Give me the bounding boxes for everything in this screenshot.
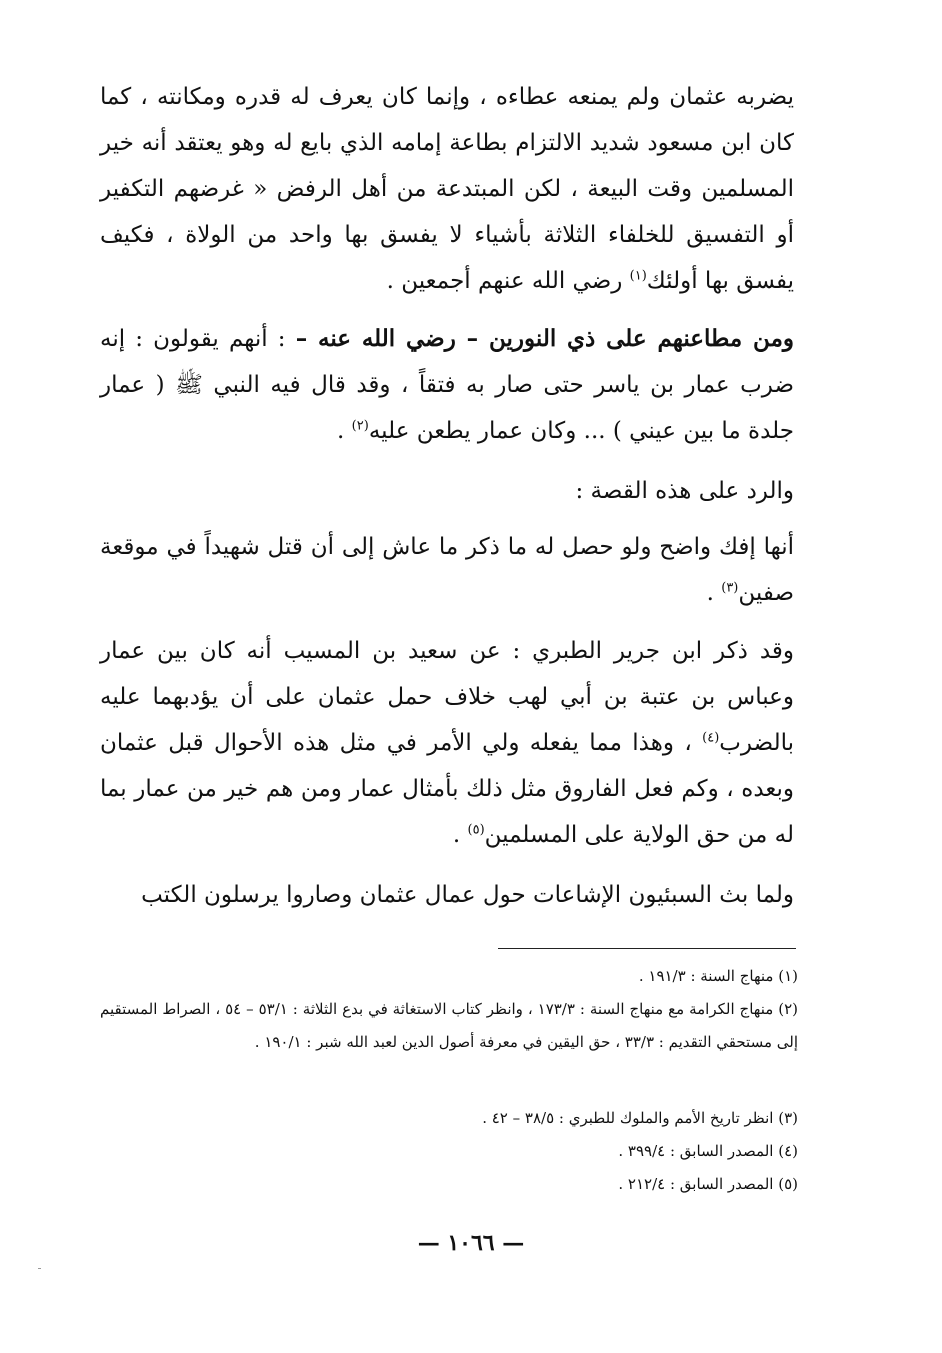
paragraph-6-text: ولما بث السبئيون الإشاعات حول عمال عثمان وصاروا يرسلون الكتب	[141, 882, 794, 908]
scan-speck	[38, 1268, 41, 1269]
paragraph-3-text: والرد على هذه القصة :	[575, 478, 794, 504]
footnote-divider	[498, 948, 796, 949]
footnote-1: (١) منهاج السنة : ١٩١/٣ .	[638, 967, 798, 985]
paragraph-5-end: .	[452, 822, 468, 848]
footnote-ref-3[interactable]: (٣)	[721, 580, 739, 596]
paragraph-4	[100, 524, 794, 616]
footnote-ref-1[interactable]: (١)	[629, 268, 647, 284]
paragraph-5-text-b: ، وهذا مما يفعله ولي الأمر في مثل هذه الأحوال قبل عثمان وبعده ، وكم فعل الفاروق مثل ذلك بأمثال عمار ومن هم خير من عمار بما له من حق الولاية على المسلمين	[100, 730, 794, 848]
footnote-ref-2[interactable]: (٢)	[351, 418, 369, 434]
paragraph-1-text: يضربه عثمان ولم يمنعه عطاءه ، وإنما كان يعرف له قدره ومكانته ، كما كان ابن مسعود شديد الالتزام بطاعة إمامه الذي بايع له وهو يعتقد أنه خير المسلمين وقت البيعة ، لكن المبتدعة من أهل الرفض « غرضهم التكفير أو التفسيق للخلفاء الثلاثة بأشياء لا يفسق بها واحد من الولاة ، فكيف يفسق بها أولئك	[100, 84, 794, 294]
paragraph-2-text: : أنهم يقولون : إنه ضرب عمار بن ياسر حتى صار به فتقاً ، وقد قال فيه النبي ﷺ ( عمار جلدة ما بين عيني ) ... وكان عمار يطعن عليه	[100, 326, 794, 444]
page-number: — ١٠٦٦ —	[417, 1230, 525, 1256]
paragraph-4-text: أنها إفك واضح ولو حصل له ما ذكر ما عاش إلى أن قتل شهيداً في موقعة صفين	[100, 534, 794, 606]
footnote-ref-5[interactable]: (٥)	[467, 822, 485, 838]
paragraph-6	[100, 872, 794, 918]
paragraph-2-heading: ومن مطاعنهم على ذي النورين – رضي الله عنه –	[295, 325, 794, 352]
footnote-ref-4[interactable]: (٤)	[702, 730, 720, 746]
footnote-4: (٤) المصدر السابق : ٣٩٩/٤ .	[618, 1142, 798, 1160]
paragraph-2	[100, 316, 794, 454]
paragraph-1-end: رضي الله عنهم أجمعين .	[386, 268, 630, 294]
paragraph-5	[100, 628, 794, 858]
paragraph-5-text-a: وقد ذكر ابن جرير الطبري : عن سعيد بن المسيب أنه كان بين عمار وعباس بن عتبة بن أبي لهب خلاف حمل عثمان على أن يؤدبهما عليه بالضرب	[100, 638, 794, 756]
paragraph-4-end: .	[706, 580, 722, 606]
footnote-3: (٣) انظر تاريخ الأمم والملوك للطبري : ٣٨/٥ – ٤٢ .	[482, 1109, 798, 1127]
paragraph-2-end: .	[337, 418, 352, 444]
footnote-2: (٢) منهاج الكرامة مع منهاج السنة : ١٧٣/٣ ، وانظر كتاب الاستغاثة في بدع الثلاثة : ٥٣/١ – ٥٤ ، الصراط المستقيم إلى مستحقي التقديم : ٣٣/٣ ، حق اليقين في معرفة أصول الدين لعبد الله شبر : ١٩٠/١ .	[100, 1000, 798, 1051]
paragraph-3	[100, 468, 794, 514]
footnote-5: (٥) المصدر السابق : ٢١٢/٤ .	[618, 1175, 798, 1193]
paragraph-1	[100, 74, 794, 304]
